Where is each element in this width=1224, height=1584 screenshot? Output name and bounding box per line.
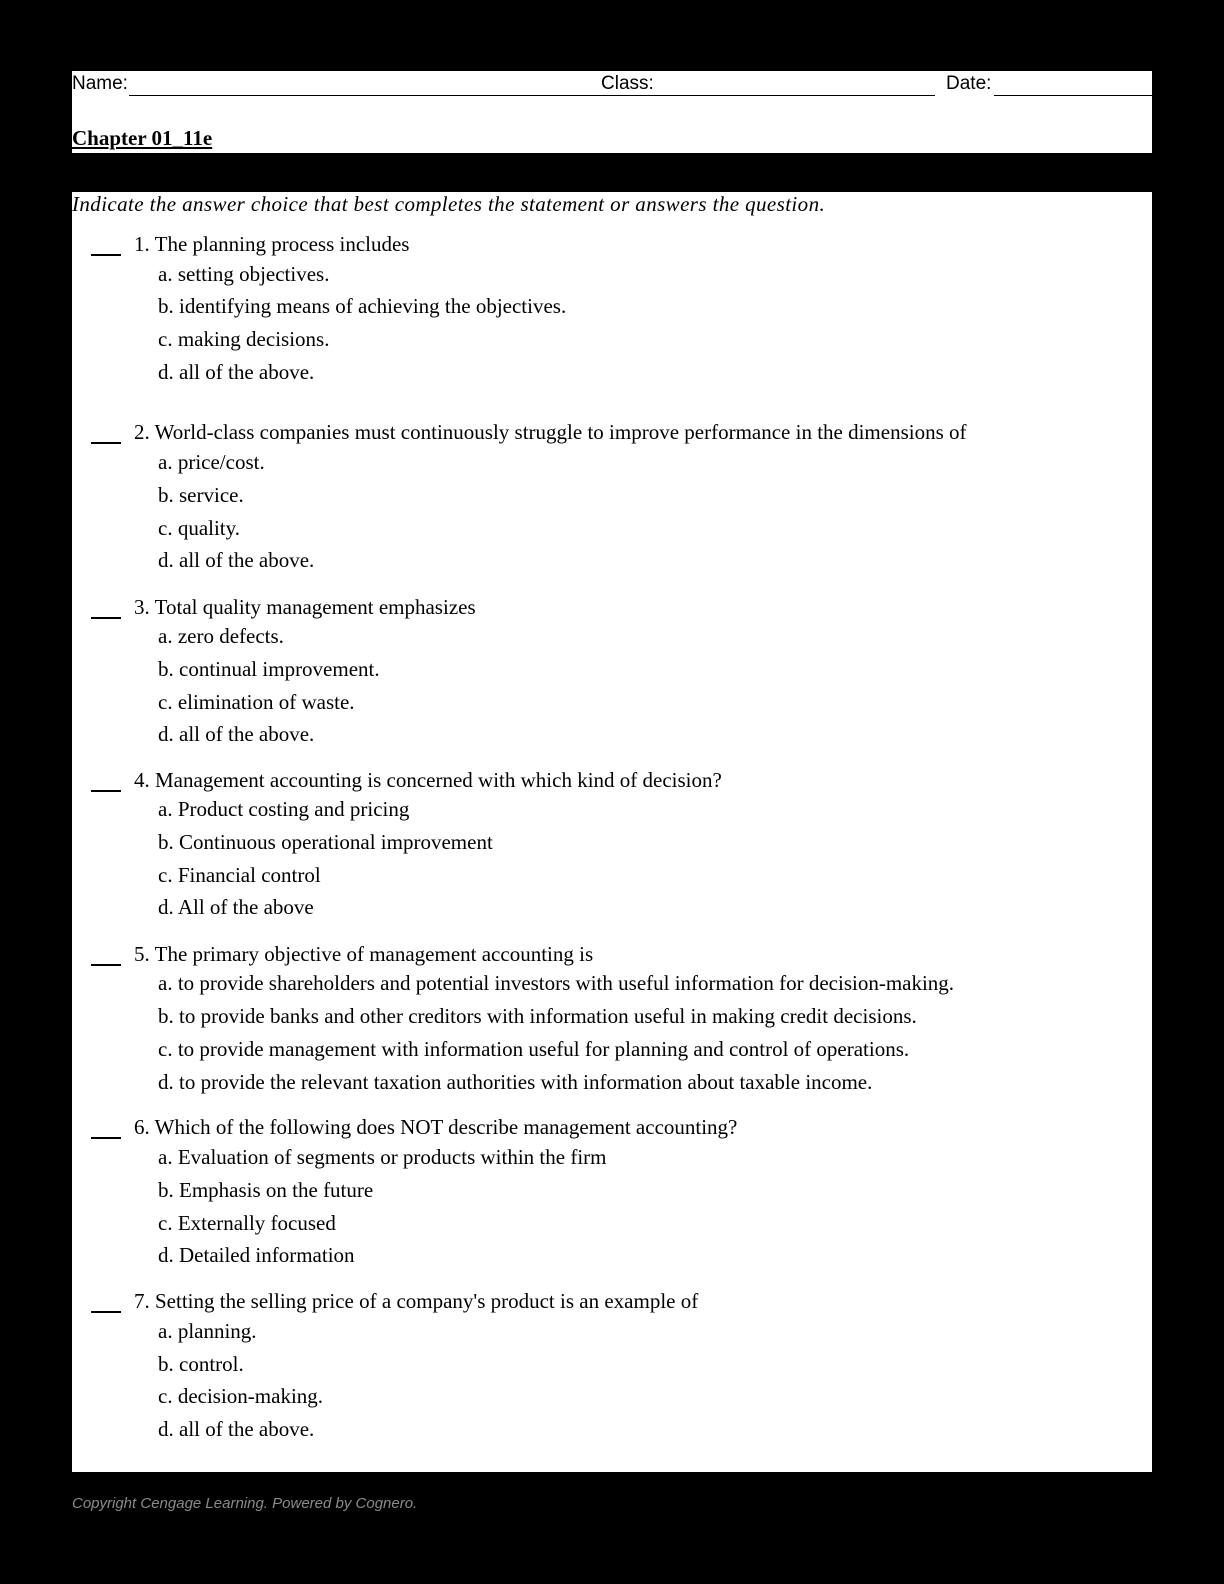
date-field[interactable] bbox=[994, 95, 1152, 96]
choice-b: b. service. bbox=[158, 483, 244, 507]
choice-c: c. elimination of waste. bbox=[158, 690, 355, 714]
choice-a: a. Product costing and pricing bbox=[158, 797, 410, 821]
date-label: Date: bbox=[946, 73, 992, 94]
answer-blank[interactable] bbox=[91, 964, 121, 966]
choice-d: d. all of the above. bbox=[158, 548, 315, 572]
choice-c: c. to provide management with information useful for planning and control of operations. bbox=[158, 1037, 910, 1061]
answer-blank[interactable] bbox=[91, 254, 121, 256]
answer-blank[interactable] bbox=[91, 1311, 121, 1313]
choice-a: a. setting objectives. bbox=[158, 262, 330, 286]
choice-c: c. Financial control bbox=[158, 863, 321, 887]
choice-a: a. Evaluation of segments or products within the firm bbox=[158, 1145, 607, 1169]
choice-b: b. control. bbox=[158, 1352, 244, 1376]
choice-b: b. to provide banks and other creditors with information useful in making credit decisions. bbox=[158, 1004, 917, 1028]
question-text: 2. World-class companies must continuously struggle to improve performance in the dimensions of bbox=[134, 420, 967, 444]
copyright-footer: Copyright Cengage Learning. Powered by Cognero. bbox=[72, 1495, 418, 1512]
class-field[interactable] bbox=[655, 95, 935, 96]
answer-blank[interactable] bbox=[91, 617, 121, 619]
choice-b: b. identifying means of achieving the objectives. bbox=[158, 294, 567, 318]
class-label: Class: bbox=[601, 73, 654, 94]
choice-b: b. continual improvement. bbox=[158, 657, 380, 681]
choice-d: d. all of the above. bbox=[158, 722, 315, 746]
choice-b: b. Continuous operational improvement bbox=[158, 830, 493, 854]
choice-d: d. all of the above. bbox=[158, 1417, 315, 1441]
choice-a: a. zero defects. bbox=[158, 624, 284, 648]
answer-blank[interactable] bbox=[91, 790, 121, 792]
choice-b: b. Emphasis on the future bbox=[158, 1178, 374, 1202]
choice-c: c. decision-making. bbox=[158, 1384, 324, 1408]
name-label: Name: bbox=[72, 73, 128, 94]
question-text: 3. Total quality management emphasizes bbox=[134, 595, 476, 619]
name-field[interactable] bbox=[129, 95, 667, 96]
choice-c: c. quality. bbox=[158, 516, 241, 540]
choice-d: d. All of the above bbox=[158, 895, 314, 919]
answer-blank[interactable] bbox=[91, 442, 121, 444]
choice-a: a. planning. bbox=[158, 1319, 257, 1343]
choice-a: a. price/cost. bbox=[158, 450, 265, 474]
question-text: 4. Management accounting is concerned with which kind of decision? bbox=[134, 768, 722, 792]
chapter-title: Chapter 01_11e bbox=[72, 126, 213, 150]
question-section bbox=[72, 192, 1152, 1472]
question-text: 1. The planning process includes bbox=[134, 232, 410, 256]
choice-d: d. to provide the relevant taxation authorities with information about taxable income. bbox=[158, 1070, 873, 1094]
choice-c: c. Externally focused bbox=[158, 1211, 336, 1235]
answer-blank[interactable] bbox=[91, 1137, 121, 1139]
student-info-fields bbox=[72, 71, 1152, 97]
instructions: Indicate the answer choice that best completes the statement or answers the question. bbox=[72, 192, 826, 216]
choice-a: a. to provide shareholders and potential investors with useful information for decision-making. bbox=[158, 971, 955, 995]
question-text: 5. The primary objective of management accounting is bbox=[134, 942, 594, 966]
header-box bbox=[72, 71, 1152, 153]
question-text: 7. Setting the selling price of a company's product is an example of bbox=[134, 1289, 699, 1313]
question-text: 6. Which of the following does NOT describe management accounting? bbox=[134, 1115, 738, 1139]
choice-d: d. all of the above. bbox=[158, 360, 315, 384]
choice-d: d. Detailed information bbox=[158, 1243, 355, 1267]
choice-c: c. making decisions. bbox=[158, 327, 330, 351]
